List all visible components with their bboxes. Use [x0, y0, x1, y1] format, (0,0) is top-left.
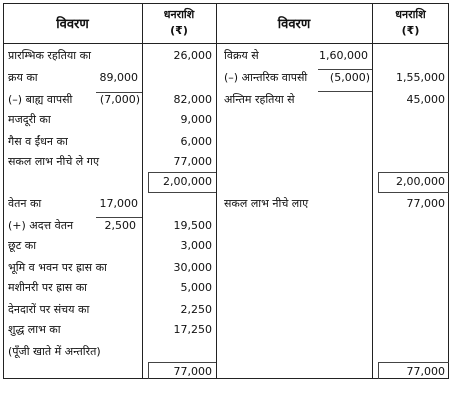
total-rule-top	[148, 362, 216, 363]
subtotal-rule	[318, 91, 372, 92]
left-total-amount: 77,000	[173, 365, 212, 378]
left-row-inner-amount: 89,000	[99, 71, 138, 84]
right-row-label: अन्तिम रहतिया से	[224, 93, 295, 106]
right-row-amount: 45,000	[406, 93, 445, 106]
left-row-label: मजदूरी का	[8, 113, 51, 126]
column-divider	[372, 3, 373, 379]
amount-header-right-unit: (₹)	[401, 24, 420, 37]
left-row-amount: 82,000	[173, 93, 212, 106]
left-row-label: वेतन का	[8, 197, 42, 210]
total-rule-bottom	[378, 192, 449, 193]
left-row-label: (+) अदत्त वेतन	[8, 219, 74, 232]
left-row-amount: 9,000	[180, 113, 212, 126]
left-row-label: भूमि व भवन पर ह्रास का	[8, 261, 107, 274]
left-row-label: (–) बाह्य वापसी	[8, 93, 73, 106]
left-row-inner-amount: 2,500	[104, 219, 136, 232]
left-row-label: क्रय का	[8, 71, 38, 84]
particulars-header-right: विवरण	[277, 17, 311, 32]
left-row-label: छूट का	[8, 239, 37, 252]
left-row-amount: 6,000	[180, 135, 212, 148]
left-row-label: शुद्ध लाभ का	[8, 323, 61, 336]
right-row-label: सकल लाभ नीचे लाए	[224, 197, 309, 210]
left-row-amount: 30,000	[173, 261, 212, 274]
right-row-amount: 1,55,000	[396, 71, 445, 84]
subtotal-rule	[96, 217, 142, 218]
left-row-label: प्रारम्भिक रहतिया का	[8, 49, 91, 62]
left-row-amount: 5,000	[180, 281, 212, 294]
subtotal-rule	[96, 92, 142, 93]
amount-header-left: धनराशि	[163, 8, 195, 21]
total-rule-bottom	[148, 192, 216, 193]
left-row-amount: 17,250	[173, 323, 212, 336]
particulars-header-left: विवरण	[56, 17, 89, 32]
total-rule-top	[148, 172, 216, 173]
header-divider	[3, 43, 449, 44]
left-total-amount: 2,00,000	[163, 175, 212, 188]
right-row-label: विक्रय से	[224, 49, 259, 62]
right-row-inner-amount: (5,000)	[329, 71, 370, 84]
left-row-amount: 2,250	[180, 303, 212, 316]
right-total-amount: 2,00,000	[396, 175, 445, 188]
subtotal-rule	[318, 69, 372, 70]
left-row-amount: 26,000	[173, 49, 212, 62]
left-row-inner-amount: 17,000	[99, 197, 138, 210]
total-rule-top	[378, 362, 449, 363]
left-row-inner-amount: (7,000)	[99, 93, 140, 106]
total-rule-top	[378, 172, 449, 173]
left-row-label: देनदारों पर संचय का	[8, 303, 90, 316]
left-row-label: (पूँजी खाते में अन्तरित)	[8, 345, 101, 358]
left-row-amount: 19,500	[173, 219, 212, 232]
left-row-amount: 77,000	[173, 155, 212, 168]
right-row-inner-amount: 1,60,000	[319, 49, 368, 62]
amount-header-left-unit: (₹)	[170, 24, 188, 37]
right-row-amount: 77,000	[406, 197, 445, 210]
amount-header-right: धनराशि	[395, 8, 426, 21]
right-row-label: (–) आन्तरिक वापसी	[224, 71, 308, 84]
column-divider	[216, 3, 217, 379]
left-row-amount: 3,000	[180, 239, 212, 252]
right-total-amount: 77,000	[406, 365, 445, 378]
left-row-label: गैस व ईंधन का	[8, 135, 68, 148]
left-row-label: सकल लाभ नीचे ले गए	[8, 155, 100, 168]
left-row-label: मशीनरी पर ह्रास का	[8, 281, 88, 294]
